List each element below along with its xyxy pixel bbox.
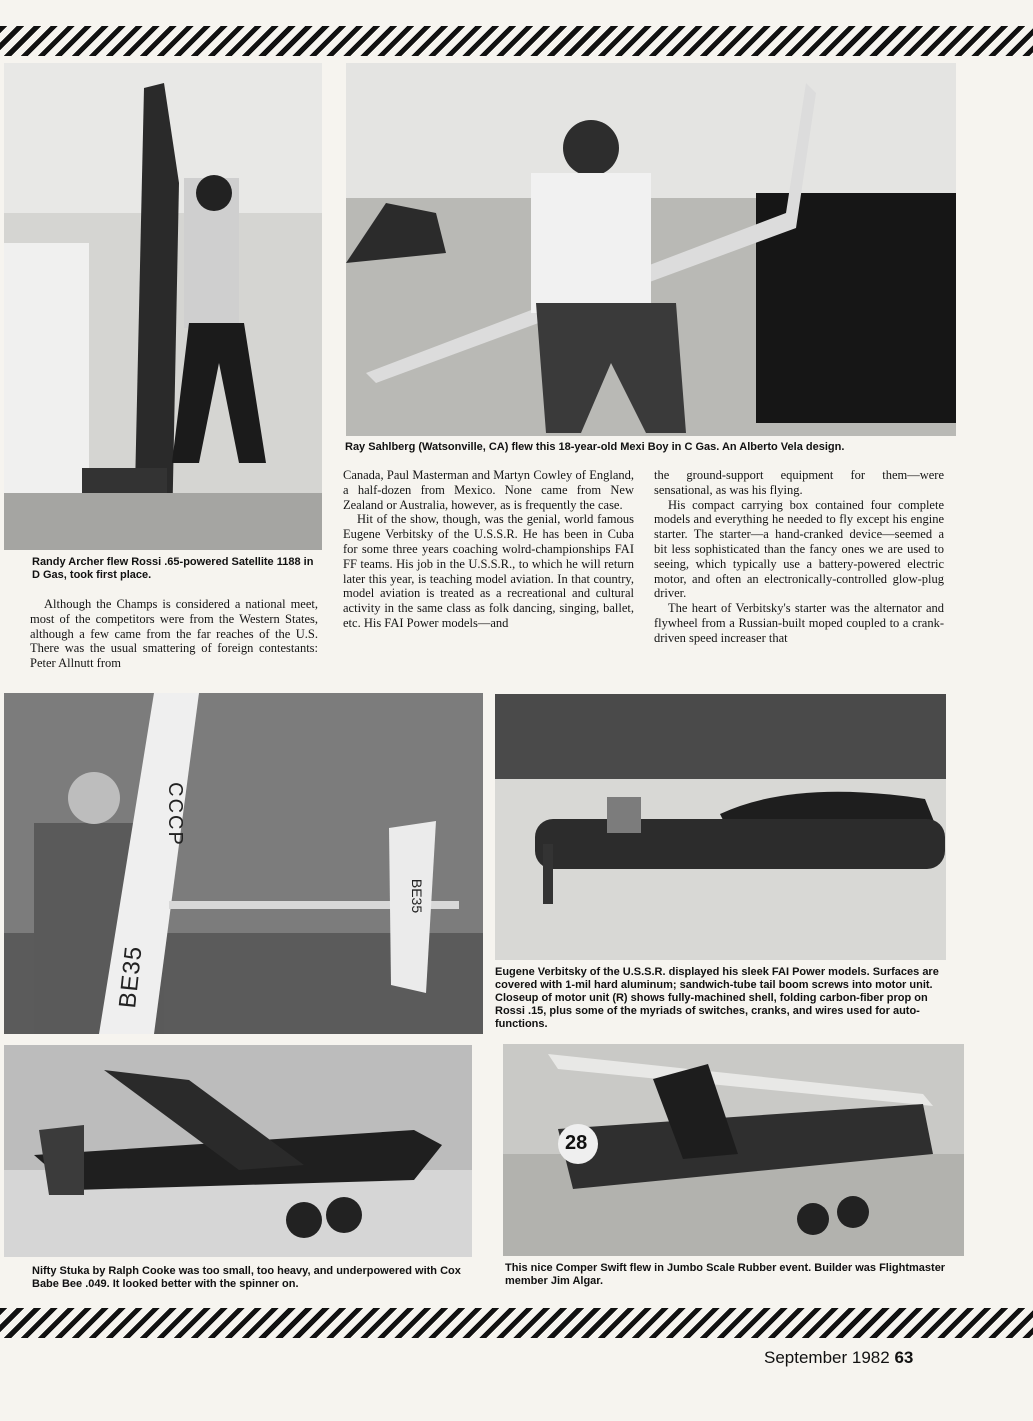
tail-marking: BE35 (409, 878, 426, 914)
caption-comper-swift: This nice Comper Swift flew in Jumbo Scale Rubber event. Builder was Flightmaster member Jim Algar. (505, 1262, 946, 1287)
race-number: 28 (565, 1132, 588, 1154)
issue-date: September 1982 (764, 1348, 890, 1367)
photo-ray-sahlberg (346, 63, 956, 436)
article-paragraph: The heart of Verbitsky's starter was the alternator and flywheel from a Russian-built moped coupled to a crank-driven speed increaser that (654, 601, 944, 645)
article-paragraph: Although the Champs is considered a national meet, most of the competitors were from the Western States, although a few came from the far reaches of the U.S. There was the usual smattering of foreign contestants: Peter Allnutt from (30, 597, 318, 671)
caption-stuka: Nifty Stuka by Ralph Cooke was too small, too heavy, and underpowered with Cox Babe Bee .049. It looked better with the spinner on. (32, 1265, 461, 1290)
wing-marking-cccp: CCCP (163, 782, 186, 847)
bottom-border-decoration (0, 1308, 1033, 1338)
page-folio (764, 1348, 913, 1368)
article-paragraph: Hit of the show, though, was the genial, world famous Eugene Verbitsky of the U.S.S.R. He has been in Cuba for some three years coaching wolrd-championships FAI FF teams. His job in the U.S.S.R., to which he will return later this year, is teaching model aviation. In that country, model aviation is treated as a recreational and cultural activity in the same class as folk dancing, singing, ballet, etc. His FAI Power models—and (343, 512, 634, 630)
caption-ray-sahlberg: Ray Sahlberg (Watsonville, CA) flew this 18-year-old Mexi Boy in C Gas. An Alberto Vela design. (345, 441, 845, 453)
photo-comper-swift (503, 1044, 964, 1256)
article-paragraph: His compact carrying box contained four complete models and everything he needed to fly except his engine starter. The starter—a hand-cranked device—seemed a bit less sophisticated than the fancy ones we are used to seeing, which typically use a battery-powered electric motor, and often an electronically-controlled glow-plug driver. (654, 497, 944, 601)
caption-verbitsky: Eugene Verbitsky of the U.S.S.R. displayed his sleek FAI Power models. Surfaces are covered with 1-mil hard aluminum; sandwich-tube tail boom screws into motor unit. Closeup of motor unit (R) shows fully-machined shell, folding carbon-fiber prop on Rossi .15, plus some of the myriads of switches, cranks, and wires used for auto-functions. (495, 966, 939, 1030)
photo-stuka (4, 1045, 472, 1257)
top-border-decoration (0, 26, 1033, 56)
article-paragraph: the ground-support equipment for them—were sensational, as was his flying. (654, 468, 944, 497)
photo-randy-archer (4, 63, 322, 550)
article-column-3 (654, 468, 944, 646)
article-column-2 (343, 468, 634, 631)
photo-motor-unit-closeup (495, 694, 946, 960)
photo-verbitsky-fai-model (4, 693, 483, 1034)
fuselage-marking: BE35 (114, 944, 148, 1010)
article-paragraph: Canada, Paul Masterman and Martyn Cowley of England, a half-dozen from Mexico. None came from New Zealand or Australia, however, as is frequently the case. (343, 468, 634, 512)
caption-randy-archer: Randy Archer flew Rossi .65-powered Satellite 1188 in D Gas, took first place. (32, 556, 314, 581)
page-number: 63 (894, 1348, 914, 1367)
article-column-1 (30, 597, 318, 671)
